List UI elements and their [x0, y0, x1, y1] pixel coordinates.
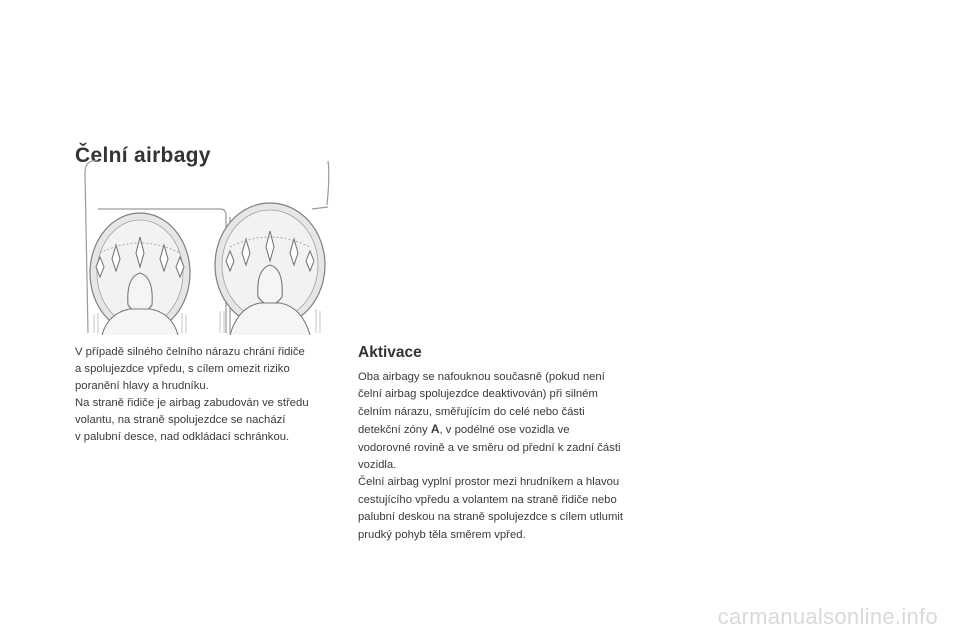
activation-text-after: , v podélné ose vozidla ve vodorovné rovině a ve směru od přední k zadní části vozidla. [358, 424, 621, 472]
intro-line: a spolujezdce vpředu, s cílem omezit riziko [75, 363, 290, 375]
activation-paragraph [358, 369, 623, 474]
activation-body [358, 369, 623, 544]
intro-line: Na straně řidiče je airbag zabudován ve středu [75, 397, 309, 409]
intro-line: v palubní desce, nad odkládací schránkou. [75, 431, 290, 443]
section-title: Aktivace [358, 344, 422, 361]
activation-section [358, 344, 623, 544]
zone-label: A [430, 422, 440, 437]
activation-paragraph-2: Čelní airbag vyplní prostor mezi hrudníkem a hlavou cestujícího vpředu a volantem na straně řidiče nebo palubní deskou na straně spolujezdce s cílem utlumit prudký pohyb těla směrem vpřed. [358, 476, 623, 541]
intro-text [75, 344, 340, 446]
page-title: Čelní airbagy [75, 144, 211, 168]
intro-line: poranění hlavy a hrudníku. [75, 380, 209, 392]
activation-text-before: Oba airbagy se nafouknou současně (pokud není čelní airbag spolujezdce deaktivován) při silném čelním nárazu, směřujícím do celé nebo části detekční zóny [358, 371, 605, 437]
watermark: carmanualsonline.info [717, 604, 938, 629]
intro-line: V případě silného čelního nárazu chrání řidiče [75, 346, 305, 358]
intro-line: volantu, na straně spolujezdce se nachází [75, 414, 286, 426]
front-airbags-illustration [80, 155, 335, 335]
